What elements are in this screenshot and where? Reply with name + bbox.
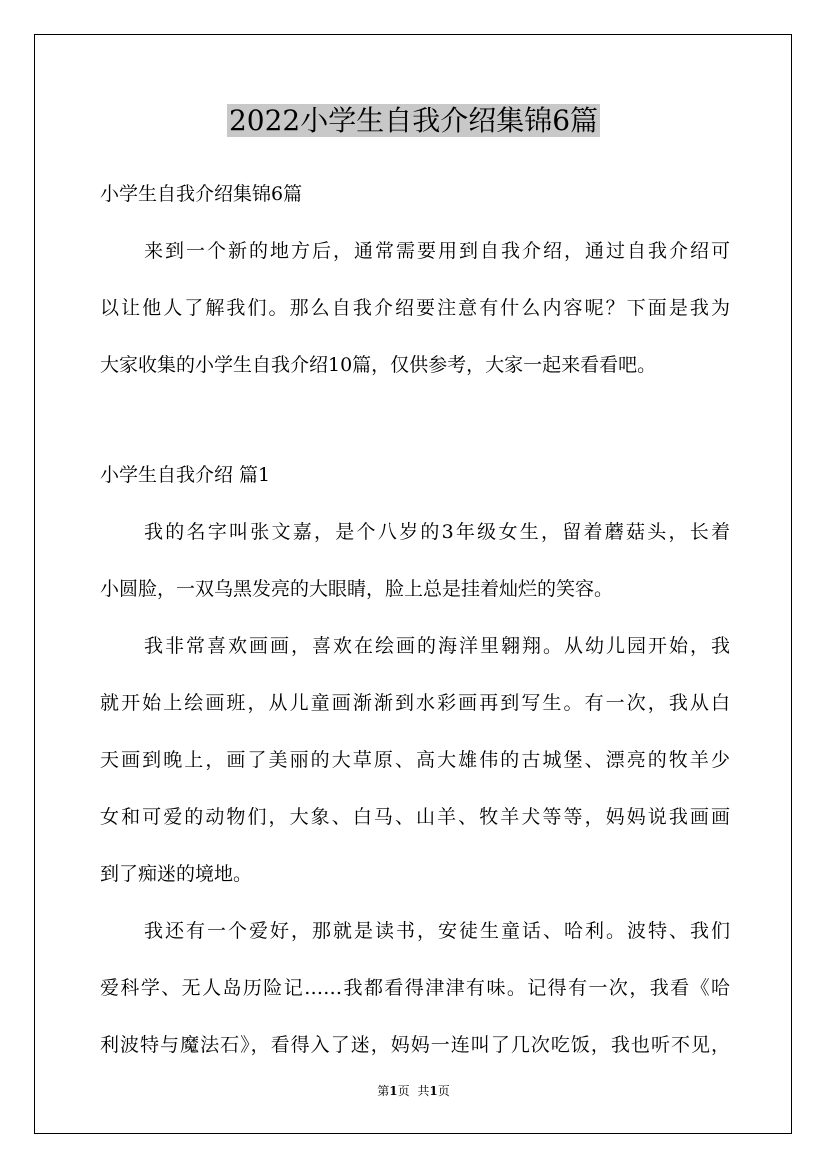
intro-line: 来到一个新的地方后，通常需要用到自我介绍，通过自我介绍可	[144, 240, 730, 262]
intro-line: 以让他人了解我们。那么自我介绍要注意有什么内容呢？下面是我为	[100, 297, 730, 319]
paragraph-line: 女和可爱的动物们，大象、白马、山羊、牧羊犬等等，妈妈说我画画	[100, 806, 730, 828]
paragraph-2	[100, 629, 730, 892]
intro-line: 大家收集的小学生自我介绍10篇，仅供参考，大家一起来看看吧。	[100, 354, 657, 376]
paragraph-line: 爱科学、无人岛历险记……我都看得津津有味。记得有一次，我看《哈	[100, 977, 730, 999]
paragraph-line: 利波特与魔法石》，看得入了迷，妈妈一连叫了几次吃饭，我也听不见，	[100, 1034, 730, 1056]
paragraph-3	[100, 914, 730, 1063]
subtitle: 小学生自我介绍集锦6篇	[100, 183, 303, 205]
paragraph-line: 我还有一个爱好，那就是读书，安徒生童话、哈利。波特、我们	[144, 920, 730, 942]
total-prefix: 共	[417, 1084, 430, 1098]
paragraph-line: 我非常喜欢画画，喜欢在绘画的海洋里翱翔。从幼儿园开始，我	[144, 635, 730, 657]
document-title-text: 2022小学生自我介绍集锦6篇	[228, 104, 599, 137]
page-prefix: 第	[377, 1084, 390, 1098]
section-heading: 小学生自我介绍 篇1	[100, 464, 271, 486]
paragraph-line: 小圆脸，一双乌黑发亮的大眼睛，脸上总是挂着灿烂的笑容。	[100, 578, 614, 600]
document-body	[100, 177, 730, 1063]
paragraph-line: 就开始上绘画班，从儿童画渐渐到水彩画再到写生。有一次，我从白	[100, 692, 730, 714]
intro-paragraph	[100, 234, 730, 383]
paragraph-line: 我的名字叫张文嘉，是个八岁的3年级女生，留着蘑菇头，长着	[144, 521, 730, 543]
page-suffix: 页	[397, 1084, 410, 1098]
total-pages: 1	[429, 1084, 438, 1098]
page-number: 1	[389, 1084, 398, 1098]
paragraph-line: 到了痴迷的境地。	[100, 863, 253, 885]
page-footer	[0, 1083, 827, 1099]
paragraph-1	[100, 515, 730, 607]
paragraph-line: 天画到晚上，画了美丽的大草原、高大雄伟的古城堡、漂亮的牧羊少	[100, 749, 730, 771]
total-suffix: 页	[437, 1084, 450, 1098]
document-title	[0, 101, 827, 141]
